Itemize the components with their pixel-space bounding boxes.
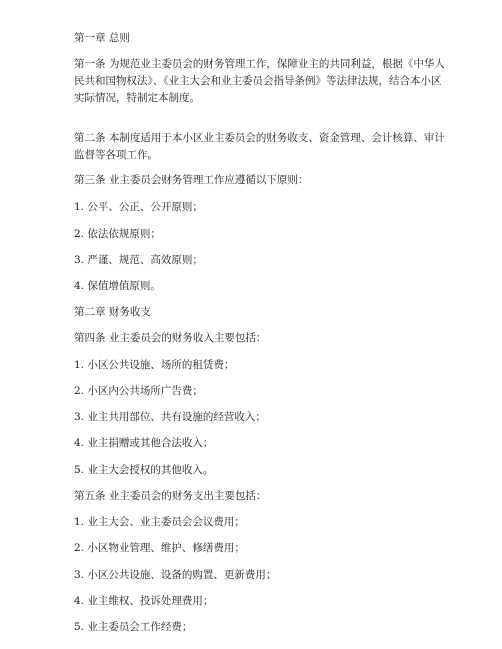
article-2 (74, 130, 445, 164)
chapter-2-heading: 第二章 财务收支 (74, 306, 151, 318)
article-1 (74, 56, 445, 107)
expense-item: 2. 小区物业管理、维护、修缮费用； (74, 542, 245, 554)
principle-item: 1. 公平、公正、公开原则； (74, 201, 203, 213)
article-2-line-1: 第二条 本制度适用于本小区业主委员会的财务收支、资金管理、会计核算、审计 (74, 132, 445, 144)
article-1-line-1: 第一条 为规范业主委员会的财务管理工作，保障业主的共同利益，根据《中华人 (74, 58, 445, 70)
principle-item: 2. 依法依规原则； (74, 228, 161, 240)
expense-item: 4. 业主维权、投诉处理费用； (74, 595, 214, 607)
income-item: 2. 小区内公共场所广告费； (74, 385, 203, 397)
chapter-1-heading: 第一章 总则 (74, 32, 130, 44)
article-3: 第三条 业主委员会财务管理工作应遵循以下原则： (74, 174, 309, 186)
expense-item: 1. 业主大会、业主委员会会议费用； (74, 516, 245, 528)
income-item: 3. 业主共用部位、共有设施的经营收入； (74, 411, 266, 423)
income-item: 1. 小区公共设施、场所的租赁费； (74, 359, 235, 371)
article-1-line-3: 实际情况，特制定本制度。 (74, 92, 200, 104)
expense-item: 3. 小区公共设施、设备的购置、更新费用； (74, 569, 277, 581)
principle-item: 3. 严谨、规范、高效原则； (74, 254, 203, 266)
article-4: 第四条 业主委员会的财务收入主要包括： (74, 332, 267, 344)
article-2-line-2: 监督等各项工作。 (74, 149, 158, 161)
income-item: 4. 业主捐赠或其他合法收入； (74, 437, 214, 449)
article-1-line-2: 民共和国物权法》、《业主大会和业主委员会指导条例》等法律法规，结合本小区 (74, 75, 442, 87)
expense-item: 5. 业主委员会工作经费； (74, 621, 193, 633)
income-item: 5. 业主大会授权的其他收入。 (74, 464, 214, 476)
article-5: 第五条 业主委员会的财务支出主要包括： (74, 490, 267, 502)
principle-item: 4. 保值增值原则。 (74, 280, 161, 292)
